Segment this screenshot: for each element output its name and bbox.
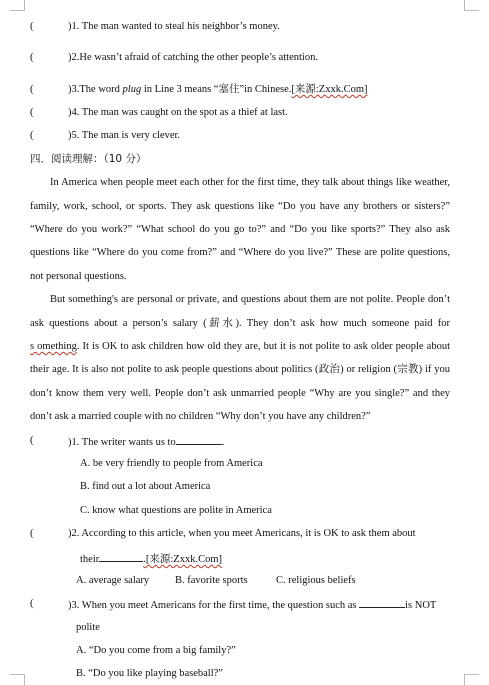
mc-question-2-continued [80, 551, 460, 567]
question-text [68, 434, 224, 450]
question-text-b: in Line 3 means “塞住”in Chinese. [141, 84, 292, 95]
passage-line-rest: . It is OK to ask children how old they are, but it is not polite to ask older people about [76, 341, 451, 352]
option-b: B. find out a lot about America [80, 481, 211, 492]
section-heading: 四．阅读理解：（10 分） [30, 153, 147, 165]
passage-line [30, 340, 450, 354]
source-note: .[来源:Zxxk.Com] [143, 554, 222, 565]
question-stem: )3. When you meet Americans for the first time, the question such as [68, 600, 357, 611]
passage-line: don’t ask a married couple with no children “Why don’t you have any children?” [30, 411, 371, 422]
question-text: )2.He wasn’t afraid of catching the other people’s attention. [68, 52, 318, 63]
question-end: . [221, 437, 225, 448]
answer-blank [359, 597, 405, 608]
question-text [68, 83, 368, 97]
answer-paren: ( [30, 107, 34, 118]
source-note: [来源:Zxxk.Com] [291, 84, 368, 95]
crop-mark-bottom-left [10, 674, 25, 685]
option-a: A. be very friendly to people from America [80, 458, 263, 469]
answer-paren: ( [30, 52, 34, 63]
answer-paren: ( [30, 528, 34, 539]
passage-line: But something's are personal or private, and questions about them are not polite. People don’t [50, 294, 450, 305]
flagged-word: s omething [30, 341, 77, 352]
question-text: )4. The man was caught on the spot as a thief at last. [68, 107, 288, 118]
question-text [68, 597, 436, 613]
question-end: is NOT [405, 600, 437, 611]
answer-paren: ( [30, 21, 34, 32]
answer-paren: ( [30, 84, 34, 95]
question-text: )2. According to this article, when you meet Americans, it is OK to ask them about [68, 528, 416, 539]
passage-line: In America when people meet each other for the first time, they talk about things like weather, [50, 177, 450, 188]
option-a: A. average salary [76, 575, 150, 586]
question-text: )1. The man wanted to steal his neighbor’s money. [68, 21, 280, 32]
question-text-a: )3.The word [68, 84, 123, 95]
question-stem: )1. The writer wants us to [68, 437, 176, 448]
passage-line: family, work, school, or sports. They ask questions like “Do you have any brothers or sisters?” [30, 201, 450, 212]
crop-mark-top-right [464, 0, 479, 11]
crop-mark-bottom-right [464, 674, 479, 685]
option-a: A. “Do you come from a big family?” [76, 645, 236, 656]
question-text: )5. The man is very clever. [68, 130, 181, 141]
option-b: B. “Do you like playing baseball?” [76, 668, 223, 679]
keyword-plug: plug [122, 84, 142, 95]
option-b: B. favorite sports [175, 575, 248, 586]
option-c: C. know what questions are polite in America [80, 505, 272, 516]
answer-blank [99, 551, 143, 562]
answer-paren: ( [30, 598, 34, 609]
question-stem-2: their [80, 554, 100, 565]
passage-line: “Where do you work?” “What school do you go to?” and “Do you like sports?” They also ask [30, 224, 450, 235]
passage-line: ask questions about a person’s salary (薪水). They don’t ask how much someone paid for [30, 318, 450, 329]
answer-blank [176, 434, 222, 445]
passage-line: their age. It is also not polite to ask people questions about politics (政治) or religion (宗教) if you [30, 364, 450, 375]
option-c: C. religious beliefs [276, 575, 356, 586]
mc-question-3-continued: polite [76, 622, 100, 633]
passage-line: questions like “Where do you come from?” and “Where do you live?” These are polite questions, [30, 247, 450, 258]
answer-paren: ( [30, 130, 34, 141]
passage-line: not personal questions. [30, 271, 127, 282]
answer-paren: ( [30, 435, 34, 446]
passage-line: don’t know them very well. People don’t ask unmarried people “Why are you single?” and they [30, 388, 450, 399]
crop-mark-top-left [10, 0, 25, 11]
